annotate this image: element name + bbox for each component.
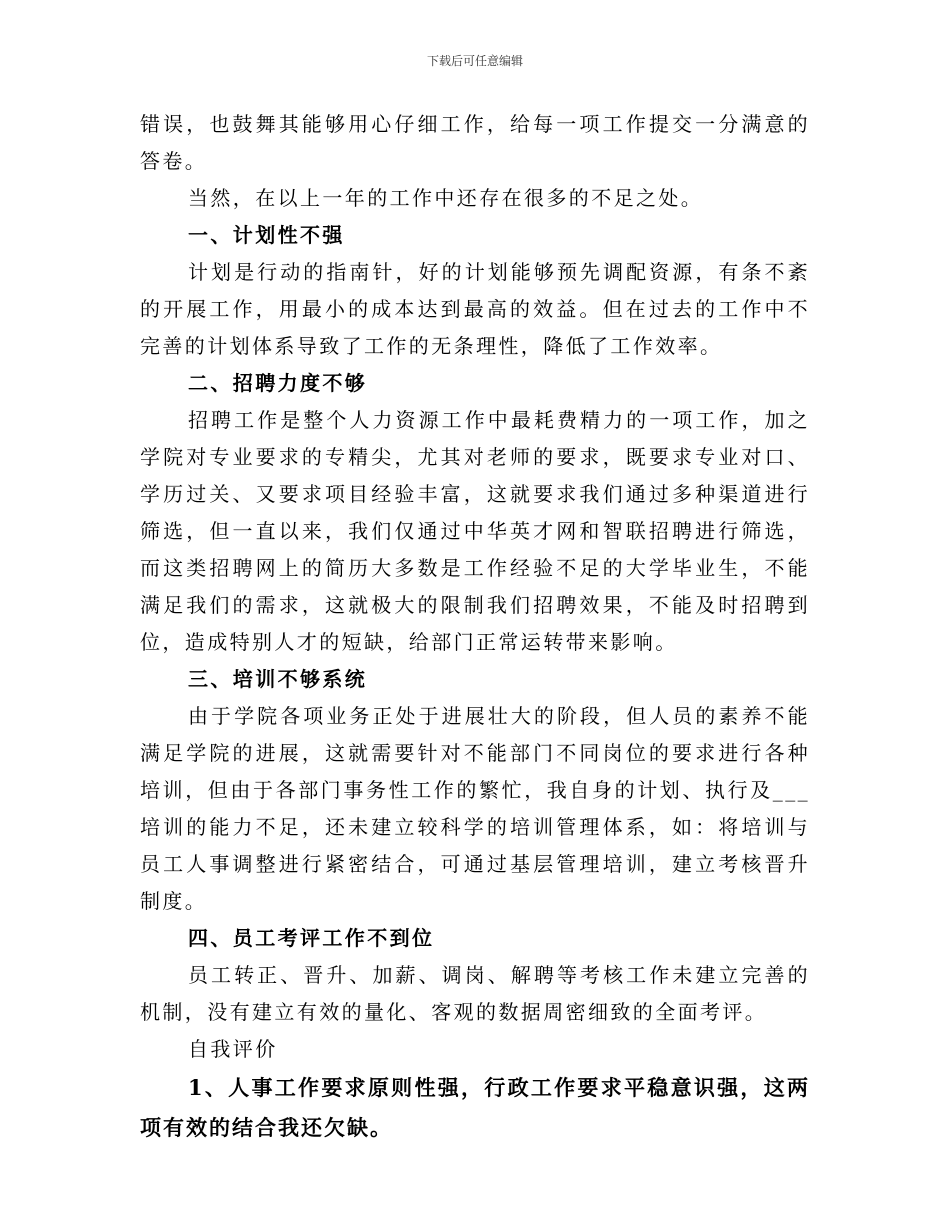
paragraph: 错误，也鼓舞其能够用心仔细工作，给每一项工作提交一分满意的答卷。 — [140, 112, 810, 173]
section-heading: 二、招聘力度不够 — [188, 371, 368, 395]
paragraph: 由于学院各项业务正处于进展壮大的阶段，但人员的素养不能满足学院的进展，这就需要针对不能部门不同岗位的要求进行各种培训，但由于各部门事务性工作的繁忙，我自身的计划、执行及___培训的能力不足，还未建立较科学的培训管理体系，如：将培训与员工人事调整进行紧密结合，可通过基层管理培训，建立考核晋升制度。 — [140, 704, 810, 913]
document-body — [140, 106, 810, 1148]
subheading: 自我评价 — [188, 1037, 278, 1061]
section-heading: 四、员工考评工作不到位 — [188, 926, 435, 950]
page-header: 下载后可任意编辑 — [426, 54, 523, 68]
paragraph: 员工转正、晋升、加薪、调岗、解聘等考核工作未建立完善的机制，没有建立有效的量化、客观的数据周密细致的全面考评。 — [140, 963, 810, 1024]
bold-paragraph: 1、人事工作要求原则性强，行政工作要求平稳意识强，这两项有效的结合我还欠缺。 — [140, 1075, 810, 1140]
section-heading: 三、培训不够系统 — [188, 667, 368, 691]
paragraph: 当然，在以上一年的工作中还存在很多的不足之处。 — [188, 186, 704, 210]
paragraph: 计划是行动的指南针，好的计划能够预先调配资源，有条不紊的开展工作，用最小的成本达到最高的效益。但在过去的工作中不完善的计划体系导致了工作的无条理性，降低了工作效率。 — [140, 260, 810, 358]
section-heading: 一、计划性不强 — [188, 223, 345, 247]
paragraph: 招聘工作是整个人力资源工作中最耗费精力的一项工作，加之学院对专业要求的专精尖，尤其对老师的要求，既要求专业对口、学历过关、又要求项目经验丰富，这就要求我们通过多种渠道进行筛选，但一直以来，我们仅通过中华英才网和智联招聘进行筛选，而这类招聘网上的简历大多数是工作经验不足的大学毕业生，不能满足我们的需求，这就极大的限制我们招聘效果，不能及时招聘到位，造成特别人才的短缺，给部门正常运转带来影响。 — [140, 408, 810, 654]
